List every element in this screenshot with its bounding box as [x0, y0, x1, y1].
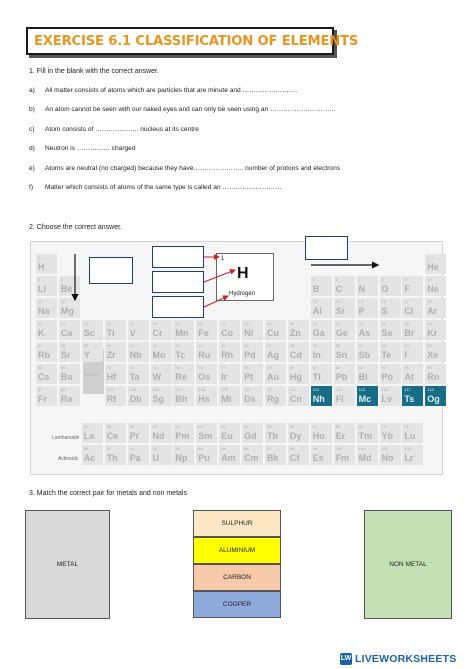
atomic-number: 60 — [152, 424, 157, 429]
item-letter: a) — [29, 87, 35, 94]
atomic-number: 12 — [60, 299, 66, 304]
atomic-number: 54 — [427, 343, 432, 348]
logo-text: LIVEWORKSHEETS — [355, 652, 457, 665]
element-symbol: Fm — [335, 453, 350, 463]
atomic-number: 31 — [312, 321, 318, 326]
element-symbol: Br — [404, 328, 415, 338]
element-symbol: Ge — [335, 328, 348, 338]
atomic-number: 40 — [106, 343, 112, 348]
atomic-number: 112 — [289, 387, 297, 392]
atomic-number: 50 — [335, 343, 341, 348]
nonmetal-label: NON METAL — [389, 561, 427, 568]
element-symbol: Rh — [221, 350, 234, 360]
element-symbol: Ti — [106, 328, 115, 338]
element-symbol: Cf — [289, 453, 300, 463]
match-option[interactable] — [193, 564, 281, 591]
logo-mark-icon: LW — [340, 653, 352, 665]
atomic-number: 109 — [221, 387, 228, 392]
element-symbol: Sr — [60, 350, 71, 360]
element-symbol: He — [427, 262, 439, 272]
element-symbol: Li — [38, 284, 46, 294]
atomic-number: 41 — [129, 343, 135, 348]
atomic-number: 99 — [312, 446, 318, 451]
element-symbol: Zn — [289, 328, 301, 338]
atomic-number: 96 — [244, 446, 249, 451]
atomic-number: 91 — [129, 446, 135, 451]
element-symbol: O — [381, 284, 389, 294]
hydrogen-number: 1 — [221, 256, 225, 262]
question-3-heading: 3. Match the correct pair for metals and non metals — [29, 490, 187, 497]
element-symbol: Ar — [427, 306, 438, 316]
atomic-number: 80 — [289, 365, 295, 370]
question-1-heading: 1. Fill in the blank with the correct answer. — [29, 68, 159, 75]
atomic-number: 90 — [106, 446, 112, 451]
option-label: SULPHUR — [221, 520, 253, 527]
element-symbol: Mo — [152, 350, 166, 360]
atomic-number: 61 — [175, 424, 180, 429]
element-symbol: Bh — [175, 394, 188, 404]
element-symbol: Se — [381, 328, 393, 338]
atomic-number: 47 — [267, 343, 272, 348]
atomic-number: 2 — [427, 255, 430, 260]
atomic-number: 77 — [221, 365, 226, 370]
element-symbol: Es — [312, 453, 324, 463]
metal-box[interactable] — [25, 510, 110, 619]
element-symbol: Sc — [83, 328, 95, 338]
atomic-number: 27 — [221, 321, 226, 326]
element-symbol: Tl — [312, 372, 321, 382]
atomic-number: 56 — [60, 365, 66, 370]
element-symbol: Yb — [381, 431, 394, 441]
element-symbol: Ni — [244, 328, 254, 338]
element-symbol: Ne — [427, 284, 439, 294]
atomic-number: 82 — [335, 365, 341, 370]
pointer-arrow-name — [204, 296, 228, 307]
atomic-number: 66 — [289, 424, 295, 429]
element-symbol: B — [312, 284, 320, 294]
element-symbol: U — [152, 453, 159, 463]
atomic-number: 53 — [404, 343, 409, 348]
item-text: Matter which consists of atoms of the same type is called an ……………………… — [45, 184, 282, 191]
atomic-number: 17 — [404, 299, 409, 304]
atomic-number: 110 — [244, 387, 251, 392]
atomic-number: 74 — [152, 365, 157, 370]
element-symbol: K — [38, 328, 45, 338]
atomic-number: 103 — [404, 446, 412, 451]
atomic-number: 26 — [198, 321, 203, 326]
atomic-number: 69 — [358, 424, 364, 429]
atomic-number: 7 — [358, 277, 361, 282]
element-symbol: Th — [106, 453, 118, 463]
element-symbol: Pa — [129, 453, 141, 463]
atomic-number: 44 — [198, 343, 203, 348]
atomic-number: 78 — [244, 365, 249, 370]
atomic-number: 3 — [38, 277, 41, 282]
atomic-number: 58 — [106, 424, 112, 429]
element-symbol: Rb — [38, 350, 50, 360]
option-label: CARBON — [223, 574, 251, 581]
element-symbol: Og — [427, 394, 440, 404]
element-symbol: Cm — [244, 453, 259, 463]
atomic-number: 106 — [152, 387, 160, 392]
match-option[interactable] — [193, 591, 281, 618]
element-symbol: Md — [358, 453, 372, 463]
element-symbol: Pu — [198, 453, 210, 463]
atomic-number: 70 — [381, 424, 386, 429]
element-symbol: Ca — [60, 328, 73, 338]
item-letter: e) — [29, 164, 35, 172]
element-symbol: Sm — [198, 431, 213, 441]
hydrogen-name: Hydrogen — [229, 291, 256, 297]
element-symbol: Cr — [152, 328, 163, 338]
element-symbol: I — [404, 350, 407, 360]
element-symbol: Lr — [404, 453, 414, 463]
atomic-number: 76 — [198, 365, 203, 370]
atomic-number: 22 — [106, 321, 112, 326]
element-symbol: Nb — [129, 350, 142, 360]
nonmetal-box[interactable] — [364, 510, 452, 619]
element-symbol: Hs — [198, 394, 210, 404]
atomic-number: 10 — [427, 277, 432, 282]
atomic-number: 73 — [129, 365, 135, 370]
element-symbol: Au — [267, 372, 279, 382]
element-symbol: Cl — [404, 306, 414, 316]
atomic-number: 117 — [404, 387, 411, 392]
element-symbol: Lu — [404, 431, 416, 441]
element-symbol: Cu — [267, 328, 279, 338]
element-symbol: Sg — [152, 394, 165, 404]
match-option[interactable] — [193, 510, 281, 537]
atomic-number: 9 — [404, 277, 407, 282]
element-symbol: In — [312, 350, 321, 360]
element-symbol: P — [358, 306, 365, 316]
atomic-number: 88 — [60, 387, 66, 392]
atomic-number: 42 — [152, 343, 157, 348]
element-symbol: Xe — [427, 350, 439, 360]
element-symbol: Bk — [267, 453, 279, 463]
element-symbol: C — [335, 284, 343, 294]
atomic-number: 84 — [381, 365, 386, 370]
atomic-number: 35 — [404, 321, 409, 326]
atomic-number: 4 — [60, 277, 64, 282]
element-symbol: Pt — [244, 372, 254, 382]
atomic-number: 108 — [198, 387, 205, 392]
element-symbol: Am — [221, 453, 236, 463]
element-symbol: Fr — [38, 394, 47, 404]
actinoids-label: Actinoids — [58, 456, 79, 462]
item-letter: b) — [29, 106, 35, 114]
element-symbol: Os — [198, 372, 211, 382]
element-symbol: Gd — [244, 431, 257, 441]
element-symbol: As — [358, 328, 371, 338]
atomic-number: 15 — [358, 299, 364, 304]
element-symbol: Ta — [129, 372, 140, 382]
element-symbol: Tc — [175, 350, 186, 360]
atomic-number: 72 — [106, 365, 112, 370]
element-symbol: Ra — [60, 394, 73, 404]
element-symbol: Cn — [289, 394, 302, 404]
item-letter: d) — [29, 145, 35, 153]
atomic-number: 94 — [198, 446, 203, 451]
element-symbol: S — [381, 306, 388, 316]
atomic-number: 75 — [175, 365, 180, 370]
item-letter: c) — [29, 125, 35, 133]
atomic-number: 25 — [175, 321, 180, 326]
element-symbol: Hf — [106, 372, 117, 382]
element-symbol: Mc — [358, 394, 372, 404]
atomic-number: 29 — [267, 321, 272, 326]
liveworksheets-logo — [340, 651, 456, 666]
atomic-number: 55 — [38, 365, 43, 370]
match-option[interactable] — [193, 537, 281, 564]
atomic-number: 52 — [381, 343, 386, 348]
pointer-arrow-symbol — [204, 270, 235, 282]
element-symbol: Ir — [221, 372, 228, 382]
element-symbol: F — [404, 284, 410, 294]
atomic-number: 6 — [335, 277, 338, 282]
element-symbol: Sn — [335, 350, 348, 360]
element-symbol: At — [404, 372, 414, 382]
element-symbol: No — [381, 453, 394, 463]
element-symbol: Ac — [83, 453, 96, 463]
atomic-number: 85 — [404, 365, 409, 370]
element-symbol: Db — [129, 394, 142, 404]
element-symbol: Nh — [312, 394, 325, 404]
element-placeholder-89-103: 89-103 — [83, 371, 104, 391]
element-symbol: Mn — [175, 328, 189, 338]
element-symbol: H — [38, 262, 45, 272]
element-symbol: Ga — [312, 328, 325, 338]
atomic-number: 24 — [152, 321, 157, 326]
element-symbol: Ho — [312, 431, 325, 441]
element-symbol: Cd — [289, 350, 302, 360]
atomic-number: 49 — [312, 343, 318, 348]
atomic-number: 79 — [267, 365, 272, 370]
element-symbol: Na — [38, 306, 50, 316]
element-symbol: Pd — [244, 350, 256, 360]
atomic-number: 115 — [358, 387, 365, 392]
element-symbol: Po — [381, 372, 394, 382]
element-symbol: Cs — [38, 372, 50, 382]
element-symbol: Np — [175, 453, 188, 463]
atomic-number: 59 — [129, 424, 135, 429]
atomic-number: 63 — [221, 424, 226, 429]
atomic-number: 38 — [60, 343, 66, 348]
element-symbol: Ds — [244, 394, 256, 404]
element-symbol: Te — [381, 350, 392, 360]
atomic-number: 1 — [38, 255, 41, 260]
element-symbol: Nd — [152, 431, 165, 441]
item-text: Neutron is …………… charged — [45, 145, 136, 153]
atomic-number: 116 — [381, 387, 388, 392]
element-symbol: Co — [221, 328, 234, 338]
element-symbol: Pm — [175, 431, 190, 441]
atomic-number: 39 — [83, 343, 89, 348]
atomic-number: 19 — [38, 321, 43, 326]
atomic-number: 111 — [267, 387, 274, 392]
atomic-number: 102 — [381, 446, 389, 451]
element-symbol: Eu — [221, 431, 233, 441]
atomic-number: 68 — [335, 424, 341, 429]
atomic-number: 8 — [381, 277, 384, 282]
lanthanoids-label: Lanthanoids — [52, 435, 80, 441]
atomic-number: 95 — [221, 446, 226, 451]
atomic-number: 93 — [175, 446, 180, 451]
element-symbol: Mt — [221, 394, 232, 404]
atomic-number: 43 — [175, 343, 180, 348]
page-title: EXERCISE 6.1 CLASSIFICATION OF ELEMENTS — [34, 33, 359, 49]
element-symbol: Lv — [381, 394, 393, 404]
element-symbol: Mg — [60, 306, 74, 316]
element-symbol: Hg — [289, 372, 302, 382]
element-symbol: Zr — [106, 350, 116, 360]
atomic-number: 105 — [129, 387, 137, 392]
element-symbol: Y — [83, 350, 90, 360]
metal-label: METAL — [56, 561, 79, 568]
atomic-number: 101 — [358, 446, 366, 451]
atomic-number: 65 — [267, 424, 272, 429]
atomic-number: 34 — [381, 321, 386, 326]
element-symbol: Pr — [129, 431, 140, 441]
atomic-number: 18 — [427, 299, 432, 304]
item-letter: f) — [29, 184, 34, 191]
atomic-number: 89 — [83, 446, 89, 451]
atomic-number: 28 — [244, 321, 249, 326]
question-2-heading: 2. Choose the correct answer. — [29, 224, 122, 231]
atomic-number: 87 — [38, 387, 43, 392]
atomic-number: 46 — [244, 343, 249, 348]
element-symbol: Er — [335, 431, 346, 441]
atomic-number: 14 — [335, 299, 341, 304]
element-symbol: Bi — [358, 372, 368, 382]
atomic-number: 118 — [427, 387, 434, 392]
atomic-number: 104 — [106, 387, 114, 392]
item-text: Atom consists of ……………….. nucleus at its centre — [45, 125, 199, 133]
element-symbol: Dy — [289, 431, 302, 441]
atomic-number: 97 — [267, 446, 272, 451]
atomic-number: 107 — [175, 387, 183, 392]
atomic-number: 57 — [83, 424, 89, 429]
atomic-number: 30 — [289, 321, 295, 326]
element-symbol: Tb — [267, 431, 278, 441]
atomic-number: 11 — [38, 299, 43, 304]
option-label: ALUMINIUM — [218, 547, 256, 554]
element-symbol: Al — [312, 306, 322, 316]
item-text: An atom cannot be seen with our naked eyes and can only be seen using an ………………………… — [45, 106, 337, 114]
element-symbol: Ag — [267, 350, 279, 360]
atomic-number: 100 — [335, 446, 343, 451]
element-symbol: Rg — [267, 394, 279, 404]
atomic-number: 114 — [335, 387, 343, 392]
element-symbol: Ru — [198, 350, 211, 360]
element-symbol: Kr — [427, 328, 438, 338]
element-symbol: La — [83, 431, 95, 441]
atomic-number: 64 — [244, 424, 249, 429]
atomic-number: 62 — [198, 424, 203, 429]
element-symbol: Tm — [358, 431, 373, 441]
element-symbol: W — [152, 372, 161, 382]
item-text: Atoms are neutral (no charged) because they have………………….. number of protons and electrons — [45, 164, 341, 172]
atomic-number: 32 — [335, 321, 341, 326]
element-symbol: Be — [60, 284, 73, 294]
atomic-number: 21 — [83, 321, 89, 326]
atomic-number: 13 — [312, 299, 318, 304]
atomic-number: 23 — [129, 321, 135, 326]
element-symbol: Ts — [404, 394, 415, 404]
item-text: All matter consists of atoms which are particles that are minute and ……………………. — [45, 87, 298, 94]
atomic-number: 92 — [152, 446, 157, 451]
option-label: COOPER — [222, 601, 252, 608]
atomic-number: 48 — [289, 343, 295, 348]
element-symbol: N — [358, 284, 366, 294]
element-symbol: Sb — [358, 350, 371, 360]
element-symbol: Rn — [427, 372, 440, 382]
atomic-number: 98 — [289, 446, 295, 451]
element-symbol: Pb — [335, 372, 348, 382]
atomic-number: 81 — [312, 365, 318, 370]
atomic-number: 51 — [358, 343, 364, 348]
atomic-number: 71 — [404, 424, 409, 429]
element-symbol: Fe — [198, 328, 209, 338]
hydrogen-symbol: H — [237, 265, 249, 282]
atomic-number: 20 — [60, 321, 66, 326]
atomic-number: 37 — [38, 343, 43, 348]
atomic-number: 113 — [312, 387, 320, 392]
element-symbol: V — [129, 328, 136, 338]
element-symbol: Ce — [106, 431, 119, 441]
atomic-number: 67 — [312, 424, 318, 429]
atomic-number: 86 — [427, 365, 432, 370]
atomic-number: 5 — [312, 277, 316, 282]
element-symbol: Rf — [106, 394, 117, 404]
atomic-number: 83 — [358, 365, 364, 370]
element-symbol: Si — [335, 306, 345, 316]
element-symbol: Re — [175, 372, 187, 382]
atomic-number: 33 — [358, 321, 364, 326]
atomic-number: 45 — [221, 343, 226, 348]
atomic-number: 16 — [381, 299, 386, 304]
atomic-number: 36 — [427, 321, 432, 326]
element-symbol: Ba — [60, 372, 73, 382]
element-symbol: Fl — [335, 394, 344, 404]
